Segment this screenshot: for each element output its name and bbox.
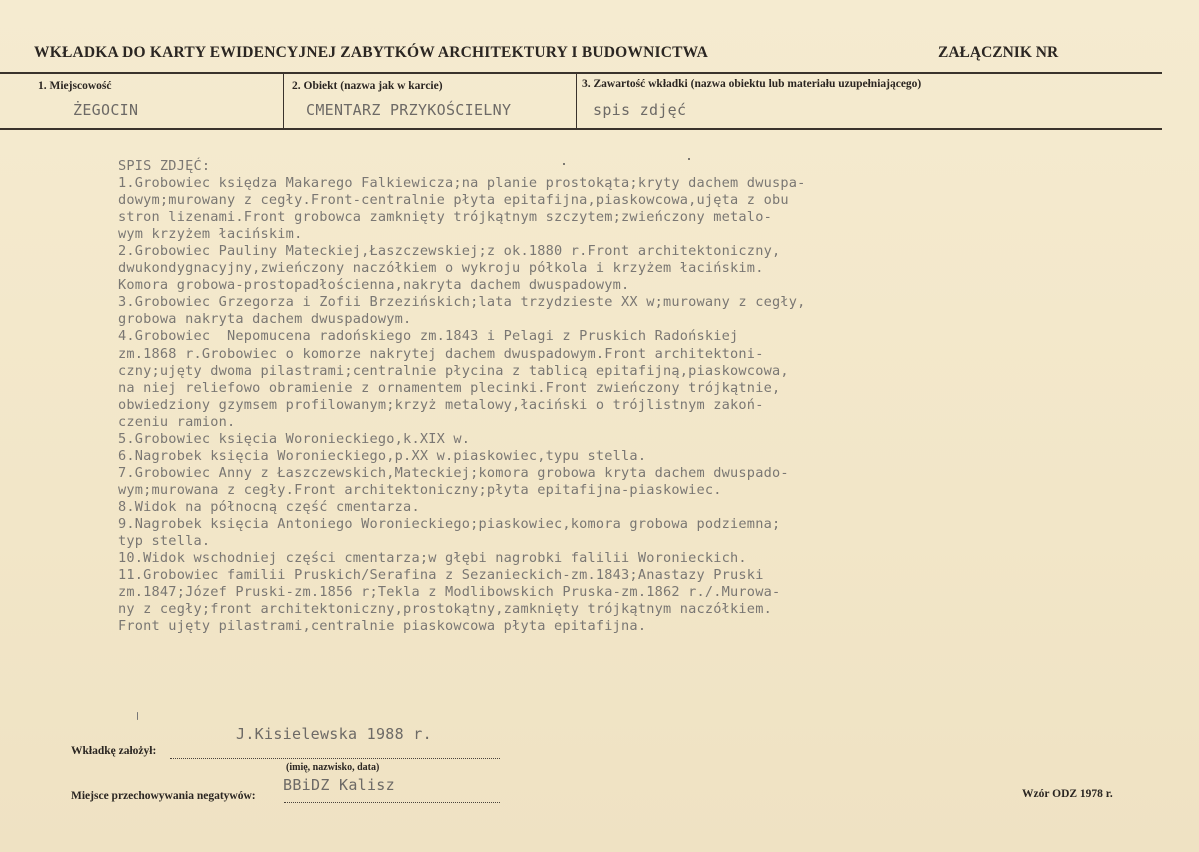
photo-list-line: zm.1868 r.Grobowiec o komorze nakrytej dachem dwuspadowym.Front architektoni-: [118, 345, 764, 362]
photo-list-line: 6.Nagrobek księcia Woronieckiego,p.XX w.piaskowiec,typu stella.: [118, 447, 647, 464]
photo-list-line: 7.Grobowiec Anny z Łaszczewskich,Mateckiej;komora grobowa kryta dachem dwuspado-: [118, 464, 789, 481]
photo-list: [118, 158, 978, 635]
founder-dotted-line: [170, 758, 500, 759]
photo-list-line: 1.Grobowiec księdza Makarego Falkiewicza;na planie prostokąta;kryty dachem dwuspa-: [118, 175, 806, 192]
photo-list-line: czeniu ramion.: [118, 413, 236, 430]
photo-list-line: na niej reliefowo obramienie z ornamentem plecinki.Front zwieńczony trójkątnie,: [118, 379, 781, 396]
founder-value: J.Kisielewska 1988 r.: [236, 725, 432, 743]
object-label: 2. Obiekt (nazwa jak w karcie): [292, 80, 443, 92]
negatives-label: Miejsce przechowywania negatywów:: [71, 790, 256, 802]
photo-list-line: 3.Grobowiec Grzegorza i Zofii Brzezińskich;lata trzydzieste XX w;murowany z cegły,: [118, 294, 806, 311]
scan-speck: [688, 158, 690, 160]
photo-list-line: stron lizenami.Front grobowca zamknięty trójkątnym szczytem;zwieńczony metalo-: [118, 209, 772, 226]
photo-list-line: wym;murowana z cegły.Front architektoniczny;płyta epitafijna-piaskowiec.: [118, 481, 722, 498]
photo-list-line: 8.Widok na północną część cmentarza.: [118, 498, 420, 515]
photo-list-heading: SPIS ZDJĘĆ:: [118, 158, 211, 174]
photo-list-line: 4.Grobowiec Nepomucena radońskiego zm.1843 i Pelagi z Pruskich Radońskiej: [118, 328, 739, 345]
photo-list-line: ny z cegły;front architektoniczny,prostokątny,zamknięty trójkątnym naczółkiem.: [118, 601, 772, 618]
contents-value: spis zdjęć: [593, 101, 687, 119]
document-title: WKŁADKA DO KARTY EWIDENCYJNEJ ZABYTKÓW ARCHITEKTURY I BUDOWNICTWA: [34, 44, 709, 61]
field-divider-2: [576, 73, 577, 129]
founder-hint: (imię, nazwisko, data): [286, 762, 380, 773]
scan-speck: [563, 163, 565, 165]
form-version: Wzór ODZ 1978 r.: [1022, 788, 1113, 800]
field-divider-1: [283, 73, 284, 129]
negatives-value: BBiDZ Kalisz: [283, 776, 395, 794]
photo-list-line: Komora grobowa-prostopadłościenna,nakryta dachem dwuspadowym.: [118, 277, 630, 294]
photo-list-line: obwiedziony gzymsem profilowanym;krzyż metalowy,łaciński o trójlistnym zakoń-: [118, 396, 764, 413]
photo-list-line: 10.Widok wschodniej części cmentarza;w głębi nagrobki falilii Woronieckich.: [118, 550, 747, 567]
scan-speck: [137, 712, 138, 720]
object-value: CMENTARZ PRZYKOŚCIELNY: [306, 101, 512, 119]
annex-label: ZAŁĄCZNIK NR: [938, 44, 1059, 61]
photo-list-line: typ stella.: [118, 533, 211, 550]
photo-list-line: grobowa nakryta dachem dwuspadowym.: [118, 311, 412, 328]
photo-list-line: 9.Nagrobek księcia Antoniego Woronieckiego;piaskowiec,komora grobowa podziemna;: [118, 515, 781, 532]
photo-list-line: dwukondygnacyjny,zwieńczony naczółkiem o wykroju półkola i krzyżem łacińskim.: [118, 260, 764, 277]
photo-list-line: dowym;murowany z cegły.Front-centralnie płyta epitafijna,piaskowcowa,ujęta z obu: [118, 192, 789, 209]
photo-list-line: zm.1847;Józef Pruski-zm.1856 r;Tekla z Modlibowskich Pruska-zm.1862 r./.Murowa-: [118, 584, 781, 601]
photo-list-line: 5.Grobowiec księcia Woronieckiego,k.XIX w.: [118, 430, 471, 447]
header-bottom-rule: [0, 128, 1162, 130]
header-top-rule: [0, 72, 1162, 74]
contents-label: 3. Zawartość wkładki (nazwa obiektu lub materiału uzupełniającego): [582, 78, 922, 90]
locality-label: 1. Miejscowość: [38, 80, 112, 92]
photo-list-line: 2.Grobowiec Pauliny Mateckiej,Łaszczewskiej;z ok.1880 r.Front architektoniczny,: [118, 243, 781, 260]
photo-list-line: Front ujęty pilastrami,centralnie piaskowcowa płyta epitafijna.: [118, 618, 647, 635]
photo-list-line: wym krzyżem łacińskim.: [118, 226, 303, 243]
photo-list-line: 11.Grobowiec familii Pruskich/Serafina z Sezanieckich-zm.1843;Anastazy Pruski: [118, 567, 764, 584]
photo-list-line: czny;ujęty dwoma pilastrami;centralnie płycina z tablicą epitafijną,piaskowcowa,: [118, 362, 789, 379]
negatives-dotted-line: [284, 802, 500, 803]
founder-label: Wkładkę założył:: [71, 745, 157, 757]
locality-value: ŻEGOCIN: [73, 101, 139, 119]
